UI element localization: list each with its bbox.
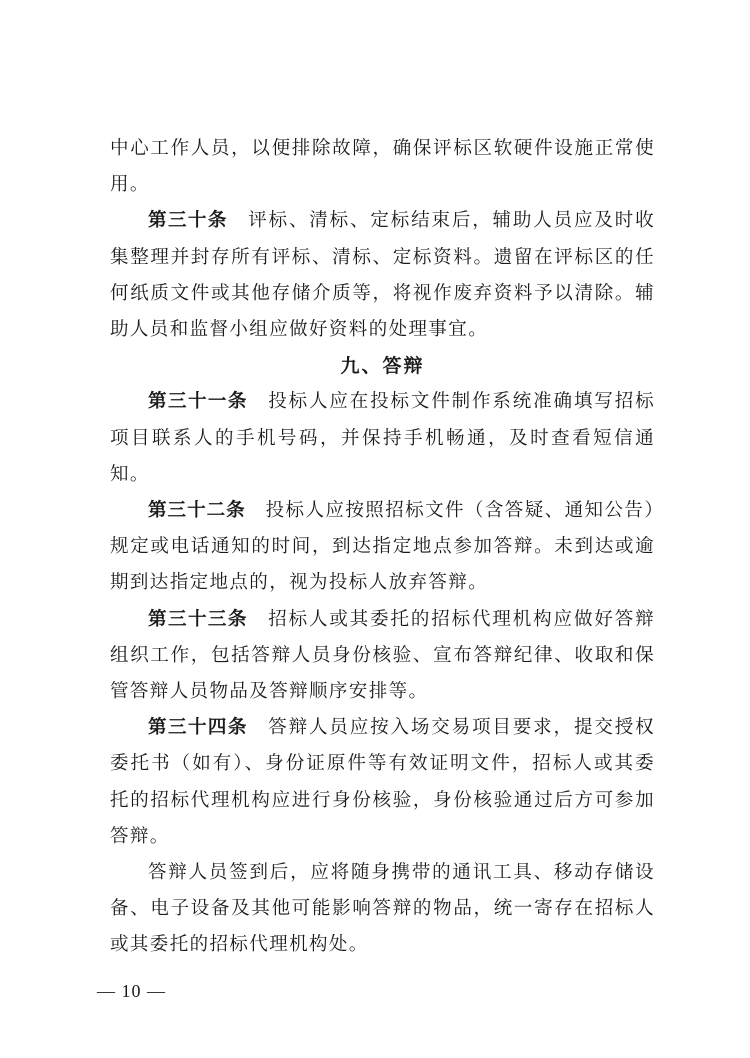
article-number: 第三十四条 — [148, 717, 248, 739]
article-number: 第三十一条 — [148, 391, 248, 413]
article-31 — [110, 384, 655, 493]
paragraph-text: 投标人应按照招标文件（含答疑、通知公告）规定或电话通知的时间，到达指定地点参加答辩。未到达或逾期到达指定地点的，视为投标人放弃答辩。 — [110, 500, 655, 594]
paragraph-text: 评标、清标、定标结束后，辅助人员应及时收集整理并封存所有评标、清标、定标资料。遗留在评标区的任何纸质文件或其他存储介质等，将视作废弃资料予以清除。辅助人员和监督小组应做好资料的处理事宜。 — [110, 210, 655, 341]
article-number: 第三十条 — [148, 210, 228, 232]
paragraph-text: 招标人或其委托的招标代理机构应做好答辩组织工作，包括答辩人员身份核验、宣布答辩纪律、收取和保管答辩人员物品及答辩顺序安排等。 — [110, 608, 655, 703]
article-32 — [110, 493, 655, 602]
article-30 — [110, 203, 655, 348]
document-body — [110, 131, 655, 964]
section-heading: 九、答辩 — [340, 355, 425, 378]
paragraph-checkin — [110, 855, 655, 964]
article-number: 第三十二条 — [148, 500, 246, 522]
paragraph-text: 中心工作人员，以便排除故障，确保评标区软硬件设施正常使用。 — [110, 138, 655, 196]
article-33 — [110, 602, 655, 711]
article-34 — [110, 710, 655, 855]
paragraph-text: 投标人应在投标文件制作系统准确填写招标项目联系人的手机号码，并保持手机畅通，及时查看短信通知。 — [110, 391, 655, 485]
article-number: 第三十三条 — [148, 608, 248, 630]
paragraph-text: 答辩人员签到后，应将随身携带的通讯工具、移动存储设备、电子设备及其他可能影响答辩的物品，统一寄存在招标人或其委托的招标代理机构处。 — [110, 862, 655, 956]
paragraph-text: 答辩人员应按入场交易项目要求，提交授权委托书（如有）、身份证原件等有效证明文件，招标人或其委托的招标代理机构应进行身份核验，身份核验通过后方可参加答辩。 — [110, 717, 655, 847]
page-number: — 10 — — [97, 981, 166, 1001]
paragraph-continued — [110, 131, 655, 203]
